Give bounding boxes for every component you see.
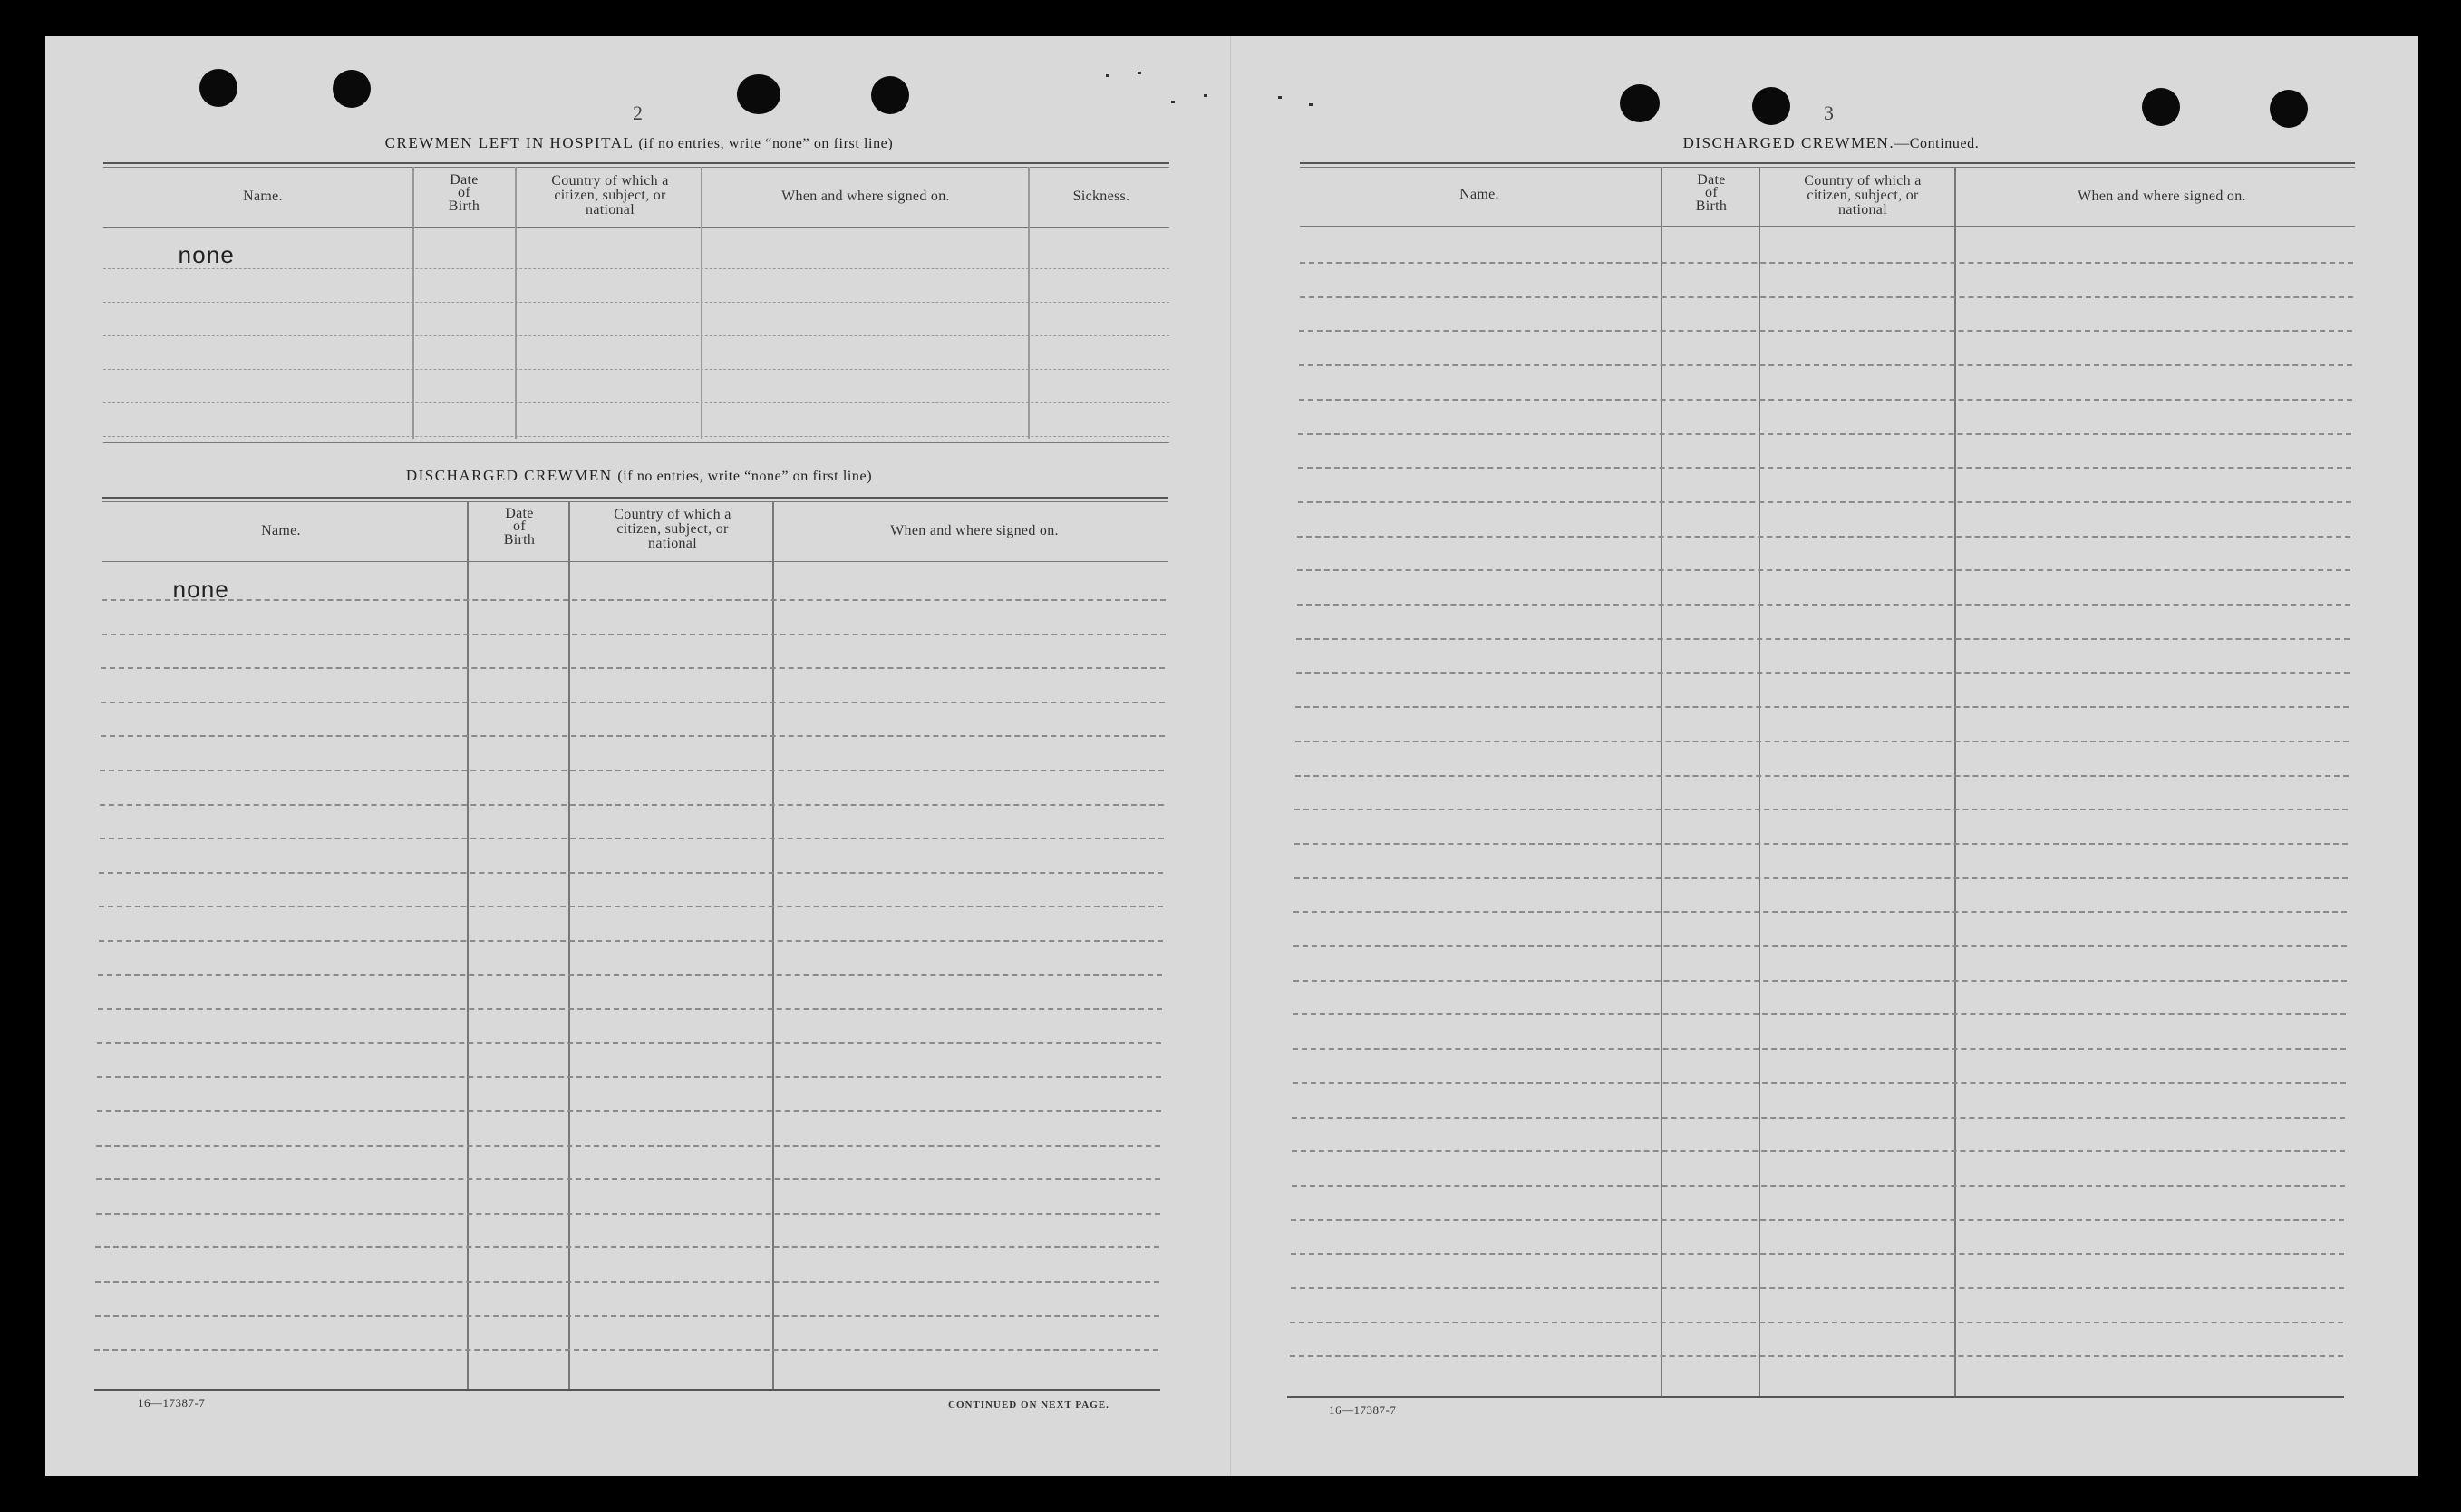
ruled-row-line — [100, 838, 1164, 839]
ruled-row-line — [102, 599, 1166, 601]
ruled-row-line — [1296, 672, 2350, 674]
hospital-header-dob — [419, 172, 509, 214]
ruled-row-line — [98, 1008, 1162, 1010]
ruled-row-line — [96, 1213, 1160, 1215]
right-header-bottom-rule — [1300, 226, 2355, 227]
hospital-header-country — [515, 174, 705, 218]
ruled-row-line — [96, 1178, 1160, 1180]
ruled-row-line — [101, 667, 1165, 669]
page-fold — [1230, 36, 1231, 1476]
discharged-first-entry: none — [172, 577, 229, 605]
right-col-divider — [1759, 167, 1760, 1398]
discharged-header-signed-on: When and where signed on. — [890, 523, 1059, 538]
hospital-col-divider — [1028, 167, 1030, 439]
ruled-row-line — [98, 974, 1162, 976]
ruled-row-line — [97, 1042, 1161, 1044]
dob-line: Date — [450, 172, 479, 188]
speck — [1171, 101, 1175, 103]
ruled-row-line — [1290, 1322, 2343, 1323]
hospital-bottom-rule — [103, 442, 1169, 443]
country-line: Country of which a — [614, 507, 732, 522]
ruled-row-line — [1293, 980, 2347, 982]
dob-line: Birth — [503, 532, 536, 548]
ruled-row-line — [97, 1076, 1161, 1078]
ruled-row-line — [1298, 501, 2351, 503]
country-line: Country of which a — [1804, 173, 1922, 189]
hospital-row-line — [103, 369, 1169, 370]
discharged-section-title — [308, 467, 970, 485]
hospital-col-divider — [412, 167, 414, 439]
ruled-row-line — [95, 1246, 1159, 1248]
ruled-row-line — [1296, 638, 2350, 640]
dob-line: Birth — [448, 199, 480, 214]
form-paper — [45, 36, 2418, 1476]
right-bottom-rule — [1287, 1396, 2344, 1398]
ruled-row-line — [97, 1110, 1161, 1112]
punch-hole — [333, 70, 371, 108]
dob-line: of — [1705, 185, 1718, 200]
hospital-row-line — [103, 335, 1169, 336]
hospital-row-line — [103, 402, 1169, 403]
hospital-title-main: CREWMEN LEFT IN HOSPITAL — [384, 134, 634, 151]
discharged-continued-title-sub: —Continued. — [1894, 136, 1980, 151]
ruled-row-line — [99, 940, 1163, 942]
punch-hole — [1752, 87, 1790, 125]
discharged-top-rule — [102, 497, 1168, 499]
hospital-header-name: Name. — [243, 189, 283, 204]
country-line: national — [648, 536, 697, 551]
ruled-row-line — [1291, 1253, 2344, 1255]
country-line: national — [586, 202, 635, 218]
ruled-row-line — [1294, 809, 2348, 810]
ruled-row-line — [1293, 1082, 2346, 1084]
ruled-row-line — [1292, 1117, 2345, 1119]
dob-line: of — [458, 185, 470, 200]
ruled-row-line — [96, 1145, 1160, 1147]
dob-line: Date — [1697, 172, 1726, 188]
ruled-row-line — [1290, 1355, 2343, 1357]
right-header-signed-on: When and where signed on. — [2078, 189, 2246, 204]
footer-form-code-right: 16—17387-7 — [1329, 1403, 1397, 1417]
discharged-header-name: Name. — [261, 523, 301, 538]
punch-hole — [2142, 88, 2180, 126]
discharged-header-dob — [474, 506, 565, 548]
hospital-header-signed-on: When and where signed on. — [781, 189, 950, 204]
right-col-divider — [1954, 167, 1956, 1398]
discharged-top-rule-2 — [102, 501, 1168, 502]
ruled-row-line — [102, 634, 1166, 635]
footer-form-code-left: 16—17387-7 — [138, 1396, 206, 1410]
dob-line: Date — [505, 506, 534, 521]
punch-hole — [199, 69, 237, 107]
ruled-row-line — [1295, 741, 2349, 742]
ruled-row-line — [1294, 843, 2348, 845]
ruled-row-line — [1299, 364, 2352, 366]
ruled-row-line — [101, 702, 1165, 703]
ruled-row-line — [99, 906, 1163, 907]
ruled-row-line — [100, 770, 1164, 771]
discharged-continued-title-main: DISCHARGED CREWMEN. — [1682, 134, 1895, 151]
ruled-row-line — [100, 804, 1164, 806]
ruled-row-line — [94, 1349, 1158, 1351]
ruled-row-line — [1297, 536, 2350, 538]
ruled-row-line — [1293, 1013, 2346, 1015]
hospital-header-sickness: Sickness. — [1072, 189, 1130, 204]
punch-hole — [2270, 90, 2308, 128]
ruled-row-line — [1291, 1219, 2344, 1221]
ruled-row-line — [1293, 911, 2347, 913]
ruled-row-line — [1297, 569, 2350, 571]
ruled-row-line — [1297, 604, 2350, 606]
hospital-row-line — [103, 268, 1169, 269]
hospital-header-bottom-rule — [103, 227, 1169, 228]
discharged-continued-title — [1559, 134, 2103, 152]
ruled-row-line — [1295, 706, 2349, 708]
punch-hole — [737, 74, 780, 114]
hospital-row-line — [103, 436, 1169, 437]
right-header-dob — [1666, 172, 1757, 214]
speck — [1106, 74, 1109, 77]
ruled-row-line — [1293, 1048, 2346, 1050]
speck — [1204, 94, 1207, 97]
country-line: citizen, subject, or — [1807, 188, 1919, 203]
hospital-first-entry: none — [178, 243, 235, 270]
page-number-right: 3 — [1824, 102, 1834, 124]
ruled-row-line — [101, 735, 1165, 737]
right-top-rule-2 — [1300, 167, 2355, 168]
page-number-left: 2 — [633, 102, 643, 124]
speck — [1138, 72, 1141, 74]
right-header-country — [1763, 174, 1962, 218]
hospital-row-line — [103, 302, 1169, 303]
ruled-row-line — [1300, 262, 2353, 264]
hospital-col-divider — [701, 167, 702, 439]
discharged-header-bottom-rule — [102, 561, 1168, 562]
discharged-bottom-rule — [94, 1389, 1160, 1391]
dob-line: Birth — [1695, 199, 1728, 214]
country-line: citizen, subject, or — [616, 521, 729, 537]
ruled-row-line — [95, 1315, 1159, 1317]
discharged-header-country — [573, 508, 772, 551]
ruled-row-line — [1298, 433, 2351, 435]
ruled-row-line — [1298, 467, 2351, 469]
discharged-title-sub: (if no entries, write “none” on first line) — [617, 469, 873, 484]
ruled-row-line — [1291, 1287, 2344, 1289]
hospital-top-rule-2 — [103, 167, 1169, 168]
ruled-row-line — [1294, 877, 2348, 879]
ruled-row-line — [99, 872, 1163, 874]
ruled-row-line — [1299, 330, 2352, 332]
speck — [1278, 96, 1282, 99]
hospital-section-title — [308, 134, 970, 152]
ruled-row-line — [1293, 945, 2347, 947]
country-line: citizen, subject, or — [554, 188, 666, 203]
right-col-divider — [1661, 167, 1662, 1398]
hospital-col-divider — [515, 167, 517, 439]
right-header-name: Name. — [1459, 187, 1499, 202]
footer-continued-note: CONTINUED ON NEXT PAGE. — [948, 1400, 1109, 1410]
discharged-title-main: DISCHARGED CREWMEN — [405, 467, 613, 484]
hospital-top-rule — [103, 162, 1169, 164]
ruled-row-line — [1300, 296, 2353, 298]
dob-line: of — [513, 519, 526, 534]
right-top-rule — [1300, 162, 2355, 164]
punch-hole — [871, 76, 909, 114]
ruled-row-line — [1295, 775, 2349, 777]
hospital-title-sub: (if no entries, write “none” on first line) — [638, 136, 894, 151]
ruled-row-line — [1292, 1150, 2345, 1152]
ruled-row-line — [1292, 1185, 2345, 1187]
speck — [1309, 103, 1313, 106]
ruled-row-line — [95, 1281, 1159, 1283]
country-line: Country of which a — [551, 173, 669, 189]
country-line: national — [1838, 202, 1887, 218]
ruled-row-line — [1299, 399, 2352, 401]
punch-hole — [1620, 84, 1660, 122]
